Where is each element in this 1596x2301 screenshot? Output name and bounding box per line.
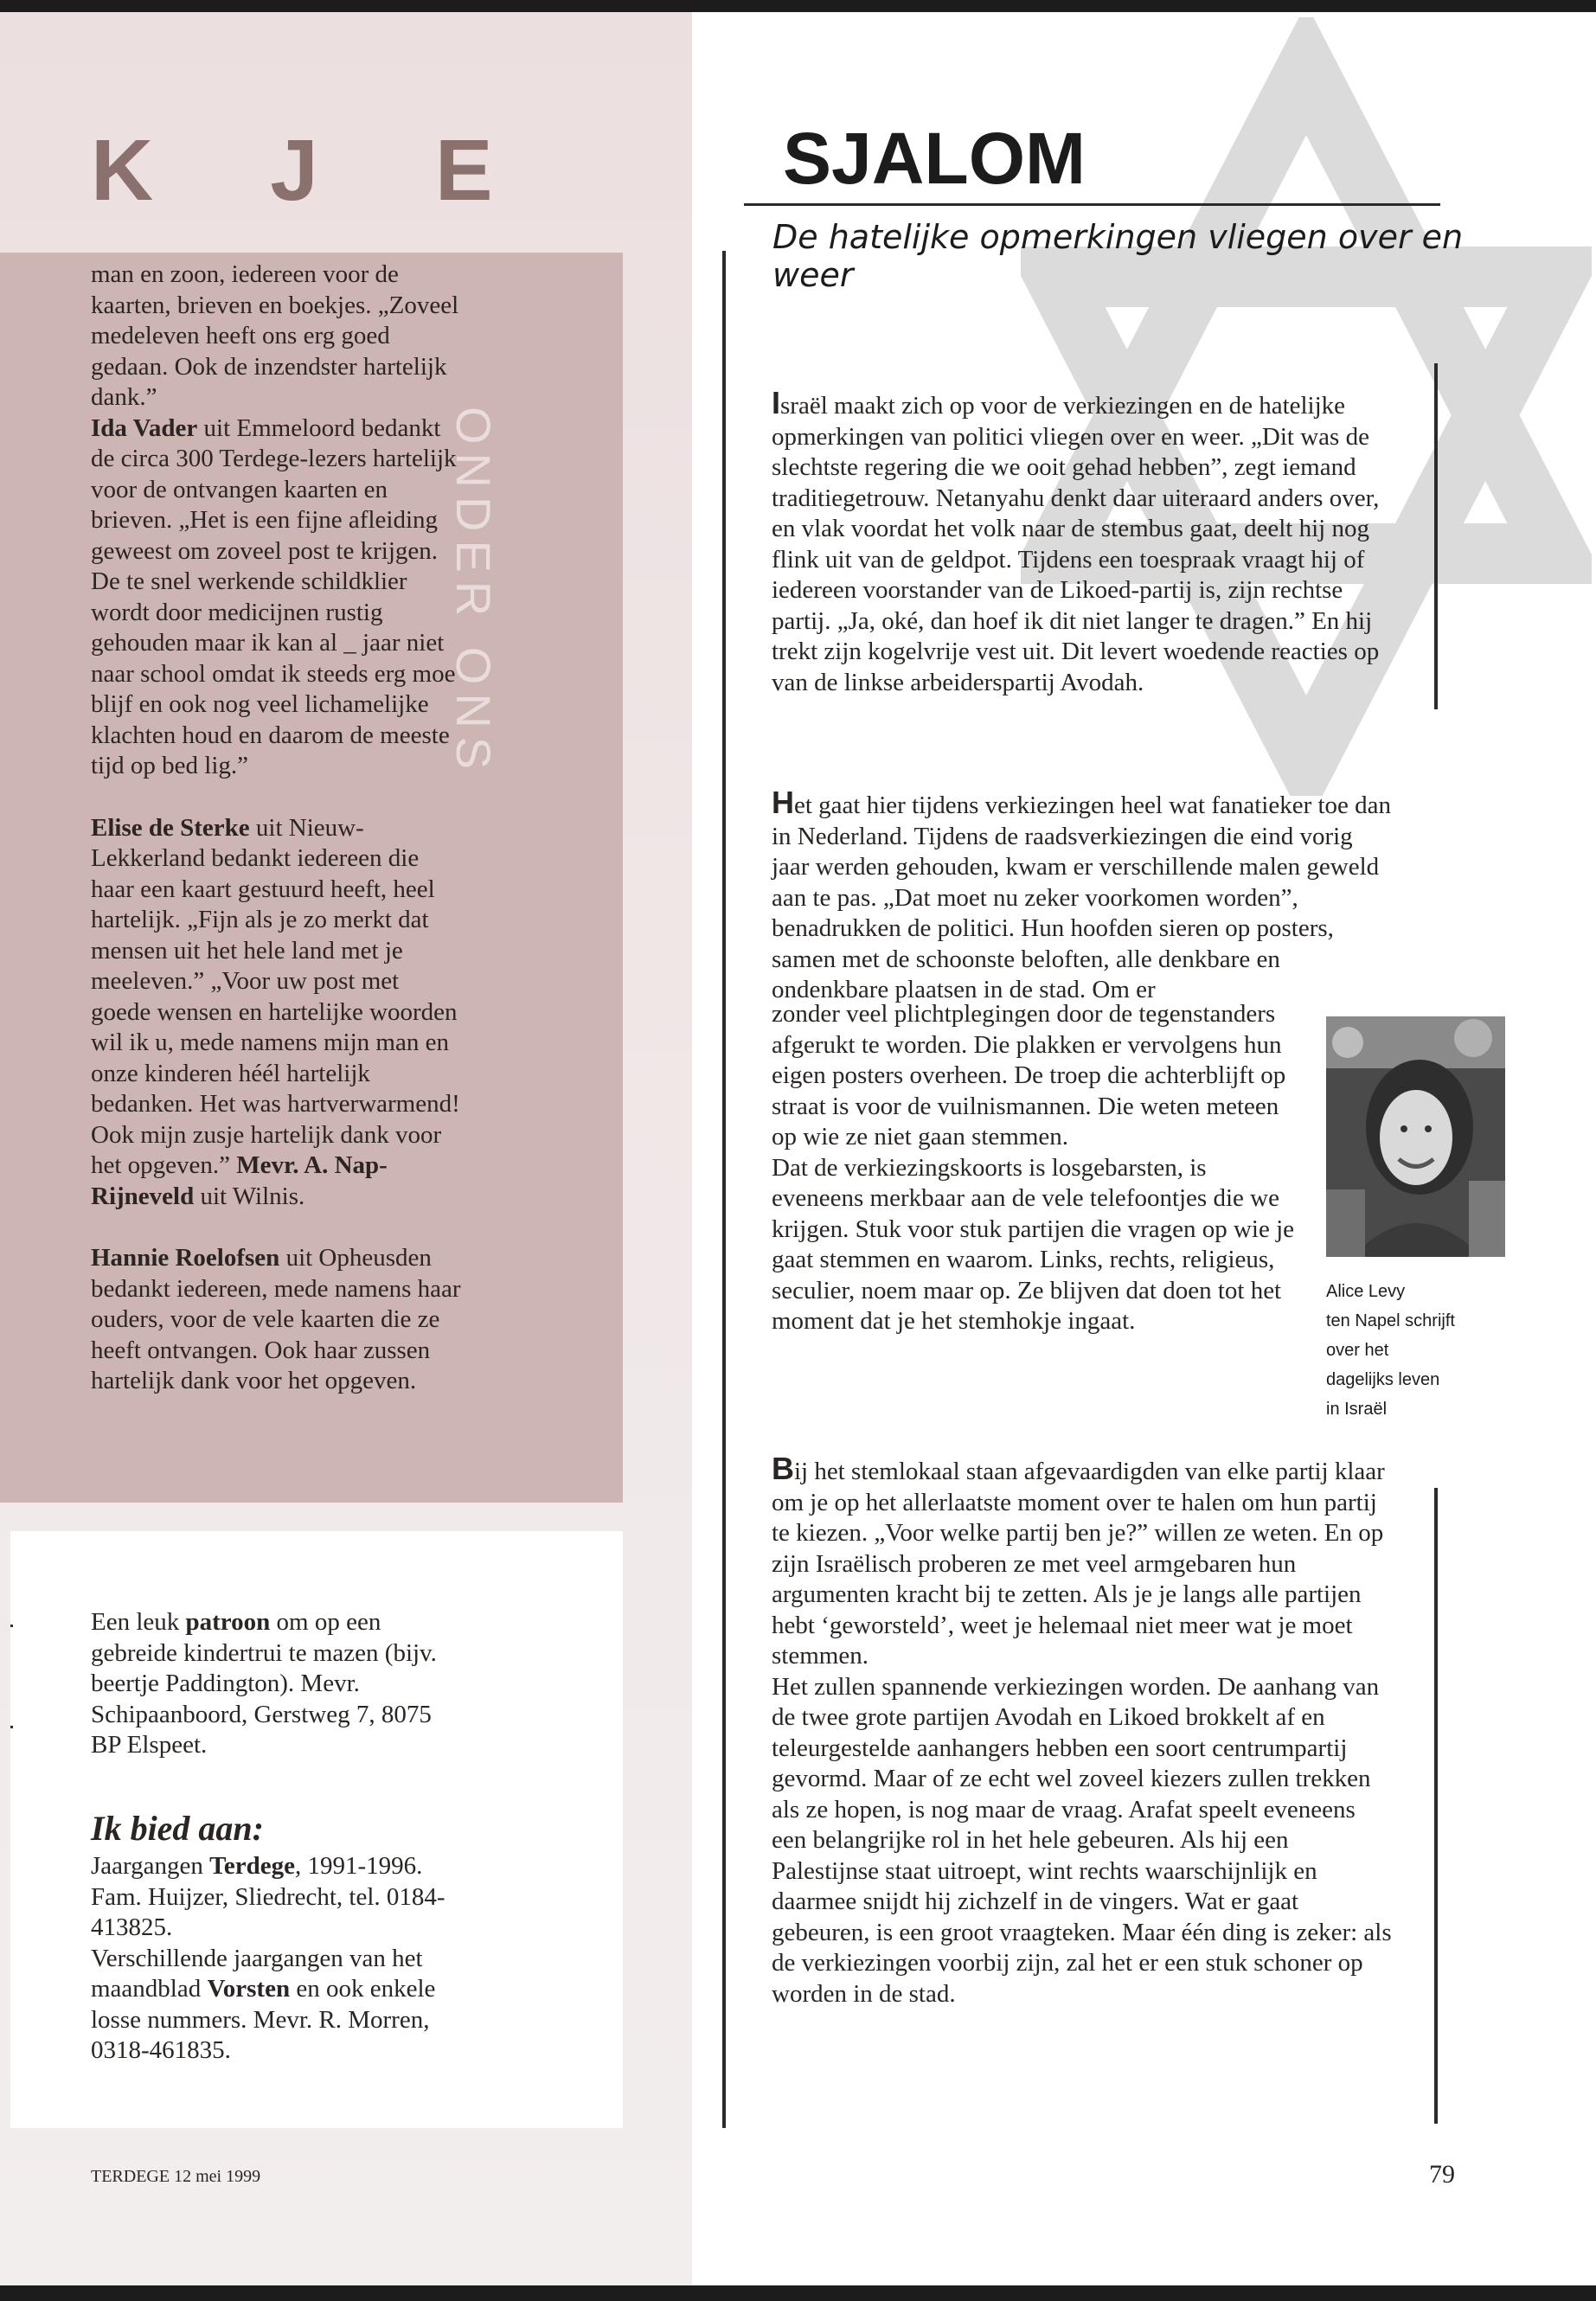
caption-line: ten Napel schrijft	[1326, 1311, 1455, 1330]
margin-mark	[10, 1726, 13, 1728]
author-photo	[1326, 1016, 1505, 1257]
letter-paragraph	[91, 413, 463, 782]
offer-item: Verschillende jaargangen van het maandblad Vorsten en ook enkele losse nummers. Mevr. R. Morren, 0318-461835.	[91, 1944, 436, 2064]
letter-paragraph: man en zoon, iedereen voor de kaarten, brieven en boekjes. „Zoveel medeleven heeft ons erg goed gedaan. Ook de inzendster hartelijk dank.”	[91, 260, 459, 411]
letter-signature: Mevr. A. Nap-Rijneveld	[91, 1151, 388, 1210]
wanted-ad: Een leuk patroon om op een gebreide kindertrui te mazen (bijv. beertje Paddington). Mevr. Schipaanboord, Gerstweg 7, 8075 BP Elspeet.	[91, 1608, 437, 1759]
letter-paragraph	[91, 1243, 463, 1397]
left-column-rule	[722, 251, 726, 2128]
page-number: 79	[1429, 2160, 1455, 2189]
header-letter: J	[270, 122, 318, 219]
letters-column	[91, 260, 463, 1397]
caption-line: over het	[1326, 1341, 1389, 1360]
letter-text: uit Nieuw-Lekkerland bedankt iedereen die haar een kaart gestuurd heeft, heel hartelijk. „Fijn als je zo merkt dat mensen uit het hele land met je meeleven.” „Voor uw post met goede wensen en hartelijke woorden wil ik u, mede namens mijn man en onze kinderen héél hartelijk bedanken. Het was hartverwarmend! Ook mijn zusje hartelijk dank voor het opgeven.”	[91, 813, 460, 1179]
portrait-image	[1326, 1016, 1505, 1257]
offer-ads	[91, 1851, 463, 2067]
section-vertical-label: ONDER ONS	[446, 407, 501, 779]
drop-cap: H	[772, 785, 794, 820]
letter-text: uit Opheusden bedankt iedereen, mede namens haar ouders, voor de vele kaarten die ze heeft ontvangen. Ook haar zussen hartelijk dank voor het opgeven.	[91, 1244, 461, 1394]
title-rule	[744, 203, 1440, 206]
top-rule	[0, 0, 1596, 12]
header-letter: E	[434, 122, 493, 219]
margin-mark	[10, 1625, 13, 1627]
offer-item: Jaargangen Terdege, 1991-1996. Fam. Huijzer, Sliedrecht, tel. 0184-413825.	[91, 1852, 445, 1941]
letter-author: Hannie Roelofsen	[91, 1244, 280, 1272]
drop-cap: B	[772, 1451, 794, 1486]
photo-caption	[1326, 1277, 1455, 1424]
intro-side-rule	[1434, 363, 1438, 709]
letter-text: uit Wilnis.	[194, 1182, 305, 1210]
bottom-rule	[0, 2285, 1596, 2301]
header-letter: K	[91, 122, 154, 219]
letter-text: uit Emmeloord bedankt de circa 300 Terdege-lezers hartelijk voor de ontvangen kaarten en brieven. „Het is een fijne afleiding geweest om zoveel post te krijgen. De te snel werkende schildklier wordt door medicijnen rustig gehouden maar ik kan al _ jaar niet naar school omdat ik steeds erg moe blijf en ook nog veel lichamelijke klachten houd en daarom de meeste tijd op bed lig.”	[91, 413, 457, 779]
article-closing: Bij het stemlokaal staan afgevaardigden van elke partij klaar om je op het allerlaatste moment over te halen om hun partij te kiezen. „Voor welke partij ben je?” willen ze weten. En op zijn Israëlisch proberen ze met veel armgebaren hun argumenten kracht bij te zetten. Als je je langs alle partijen hebt ‘geworsteld’, weet je helemaal niet meer wat je moet stemmen. Het zullen spannende verkiezingen worden. De aanhang van de twee grote partijen Avodah en Likoed brokkelt af en teleurgestelde aanhangers hebben een soort centrumpartij gevormd. Maar of ze echt wel zoveel kiezers zullen trekken als ze hopen, is nog maar de vraag. Arafat speelt eveneens een belangrijke rol in het hele gebeuren. Als hij een Palestijnse staat uitroept, wint rechts waarschijnlijk en daarmee snijdt hij zichzelf in de vingers. Wat er gaat gebeuren, is een groot vraagteken. Maar één ding is zeker: als de verkiezingen voorbij zijn, zal het er een stuk schoner op worden in de stad.	[772, 1451, 1392, 2008]
footer-issue: TERDEGE 12 mei 1999	[91, 2167, 261, 2186]
article-intro: Israël maakt zich op voor de verkiezingen en de hatelijke opmerkingen van politici vliegen over en weer. „Dit was de slechtste regering die we ooit gehad hebben”, zegt iemand traditiegetrouw. Netanyahu denkt daar uiteraard anders over, en vlak voordat het volk naar de stembus gaat, deelt hij nog flink uit van de geldpot. Tijdens een toespraak vraagt hij of iedereen voorstander van de Likoed-partij is, zijn rechtse partij. „Ja, oké, dan hoef ik dit niet langer te dragen.” En hij trekt zijn kogelvrije vest uit. Dit levert woedende reacties op van de linkse arbeiderspartij Avodah.	[772, 385, 1380, 696]
article-body-part1: Het gaat hier tijdens verkiezingen heel wat fanatieker toe dan in Nederland. Tijdens de raadsverkiezingen die eind vorig jaar werden gehouden, kwam er verschillende malen geweld aan te pas. „Dat moet nu zeker voorkomen worden”, benadrukken de politici. Hun hoofden sieren op posters, samen met de schoonste beloften, alle denkbare en ondenkbare plaatsen in de stad. Om er	[772, 785, 1392, 1003]
caption-line: Alice Levy	[1326, 1282, 1406, 1301]
closing-side-rule	[1434, 1488, 1438, 2124]
letter-author: Ida Vader	[91, 413, 198, 442]
article-body-part2: zonder veel plichtplegingen door de tegenstanders afgerukt te worden. Die plakken er vervolgens hun eigen posters overheen. De troep die achterblijft op straat is voor de vuilnismannen. Die weten meteen op wie ze niet gaan stemmen. Dat de verkiezingskoorts is losgebarsten, is eveneens merkbaar aan de vele telefoontjes die we krijgen. Stuk voor stuk partijen die vragen op wie je gaat stemmen en waarom. Links, rechts, religieus, seculier, noem maar op. Ze blijven dat doen tot het moment dat je het stemhokje ingaat.	[772, 1000, 1295, 1335]
drop-cap: I	[772, 385, 781, 420]
offer-heading: Ik bied aan:	[91, 1809, 264, 1848]
caption-line: in Israël	[1326, 1400, 1388, 1419]
section-header	[91, 121, 610, 221]
caption-line: dagelijks leven	[1326, 1370, 1440, 1389]
letter-paragraph	[91, 813, 463, 1213]
article-subtitle: De hatelijke opmerkingen vliegen over en weer	[772, 218, 1464, 294]
letter-author: Elise de Sterke	[91, 813, 250, 842]
article-title: SJALOM	[783, 118, 1086, 199]
